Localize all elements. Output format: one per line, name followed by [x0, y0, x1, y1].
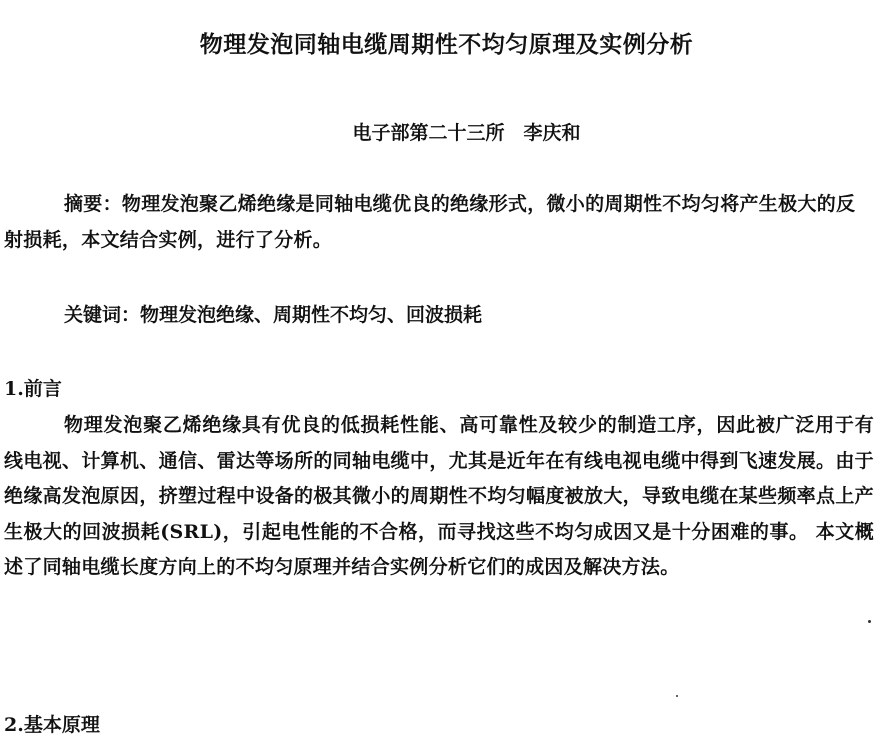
introduction-paragraph: 物理发泡聚乙烯绝缘具有优良的低损耗性能、高可靠性及较少的制造工序，因此被广泛用于有线电视、计算机、通信、雷达等场所的同轴电缆中，尤其是近年在有线电视电缆中得到飞速发展。由于绝缘高发泡原因，挤塑过程中设备的极其微小的周期性不均匀幅度被放大，导致电缆在某些频率点上产生极大的回波损耗(SRL)，引起电性能的不合格，而寻找这些不均匀成因又是十分困难的事。 本文概述了同轴电缆长度方向上的不均匀原理并结合实例分析它们的成因及解决方法。	[4, 414, 874, 578]
author-line: 电子部第二十三所 李庆和	[352, 122, 581, 144]
section-heading-introduction: 1.前言	[4, 378, 62, 400]
paper-title: 物理发泡同轴电缆周期性不均匀原理及实例分析	[199, 31, 694, 58]
section-heading-basic-principle: 2.基本原理	[4, 714, 100, 736]
abstract-paragraph: 摘要：物理发泡聚乙烯绝缘是同轴电缆优良的绝缘形式，微小的周期性不均匀将产生极大的反射损耗，本文结合实例，进行了分析。	[4, 193, 856, 251]
keywords-line: 关键词：物理发泡绝缘、周期性不均匀、回波损耗	[64, 304, 483, 326]
scan-speck	[868, 620, 871, 623]
scan-speck	[676, 695, 678, 697]
